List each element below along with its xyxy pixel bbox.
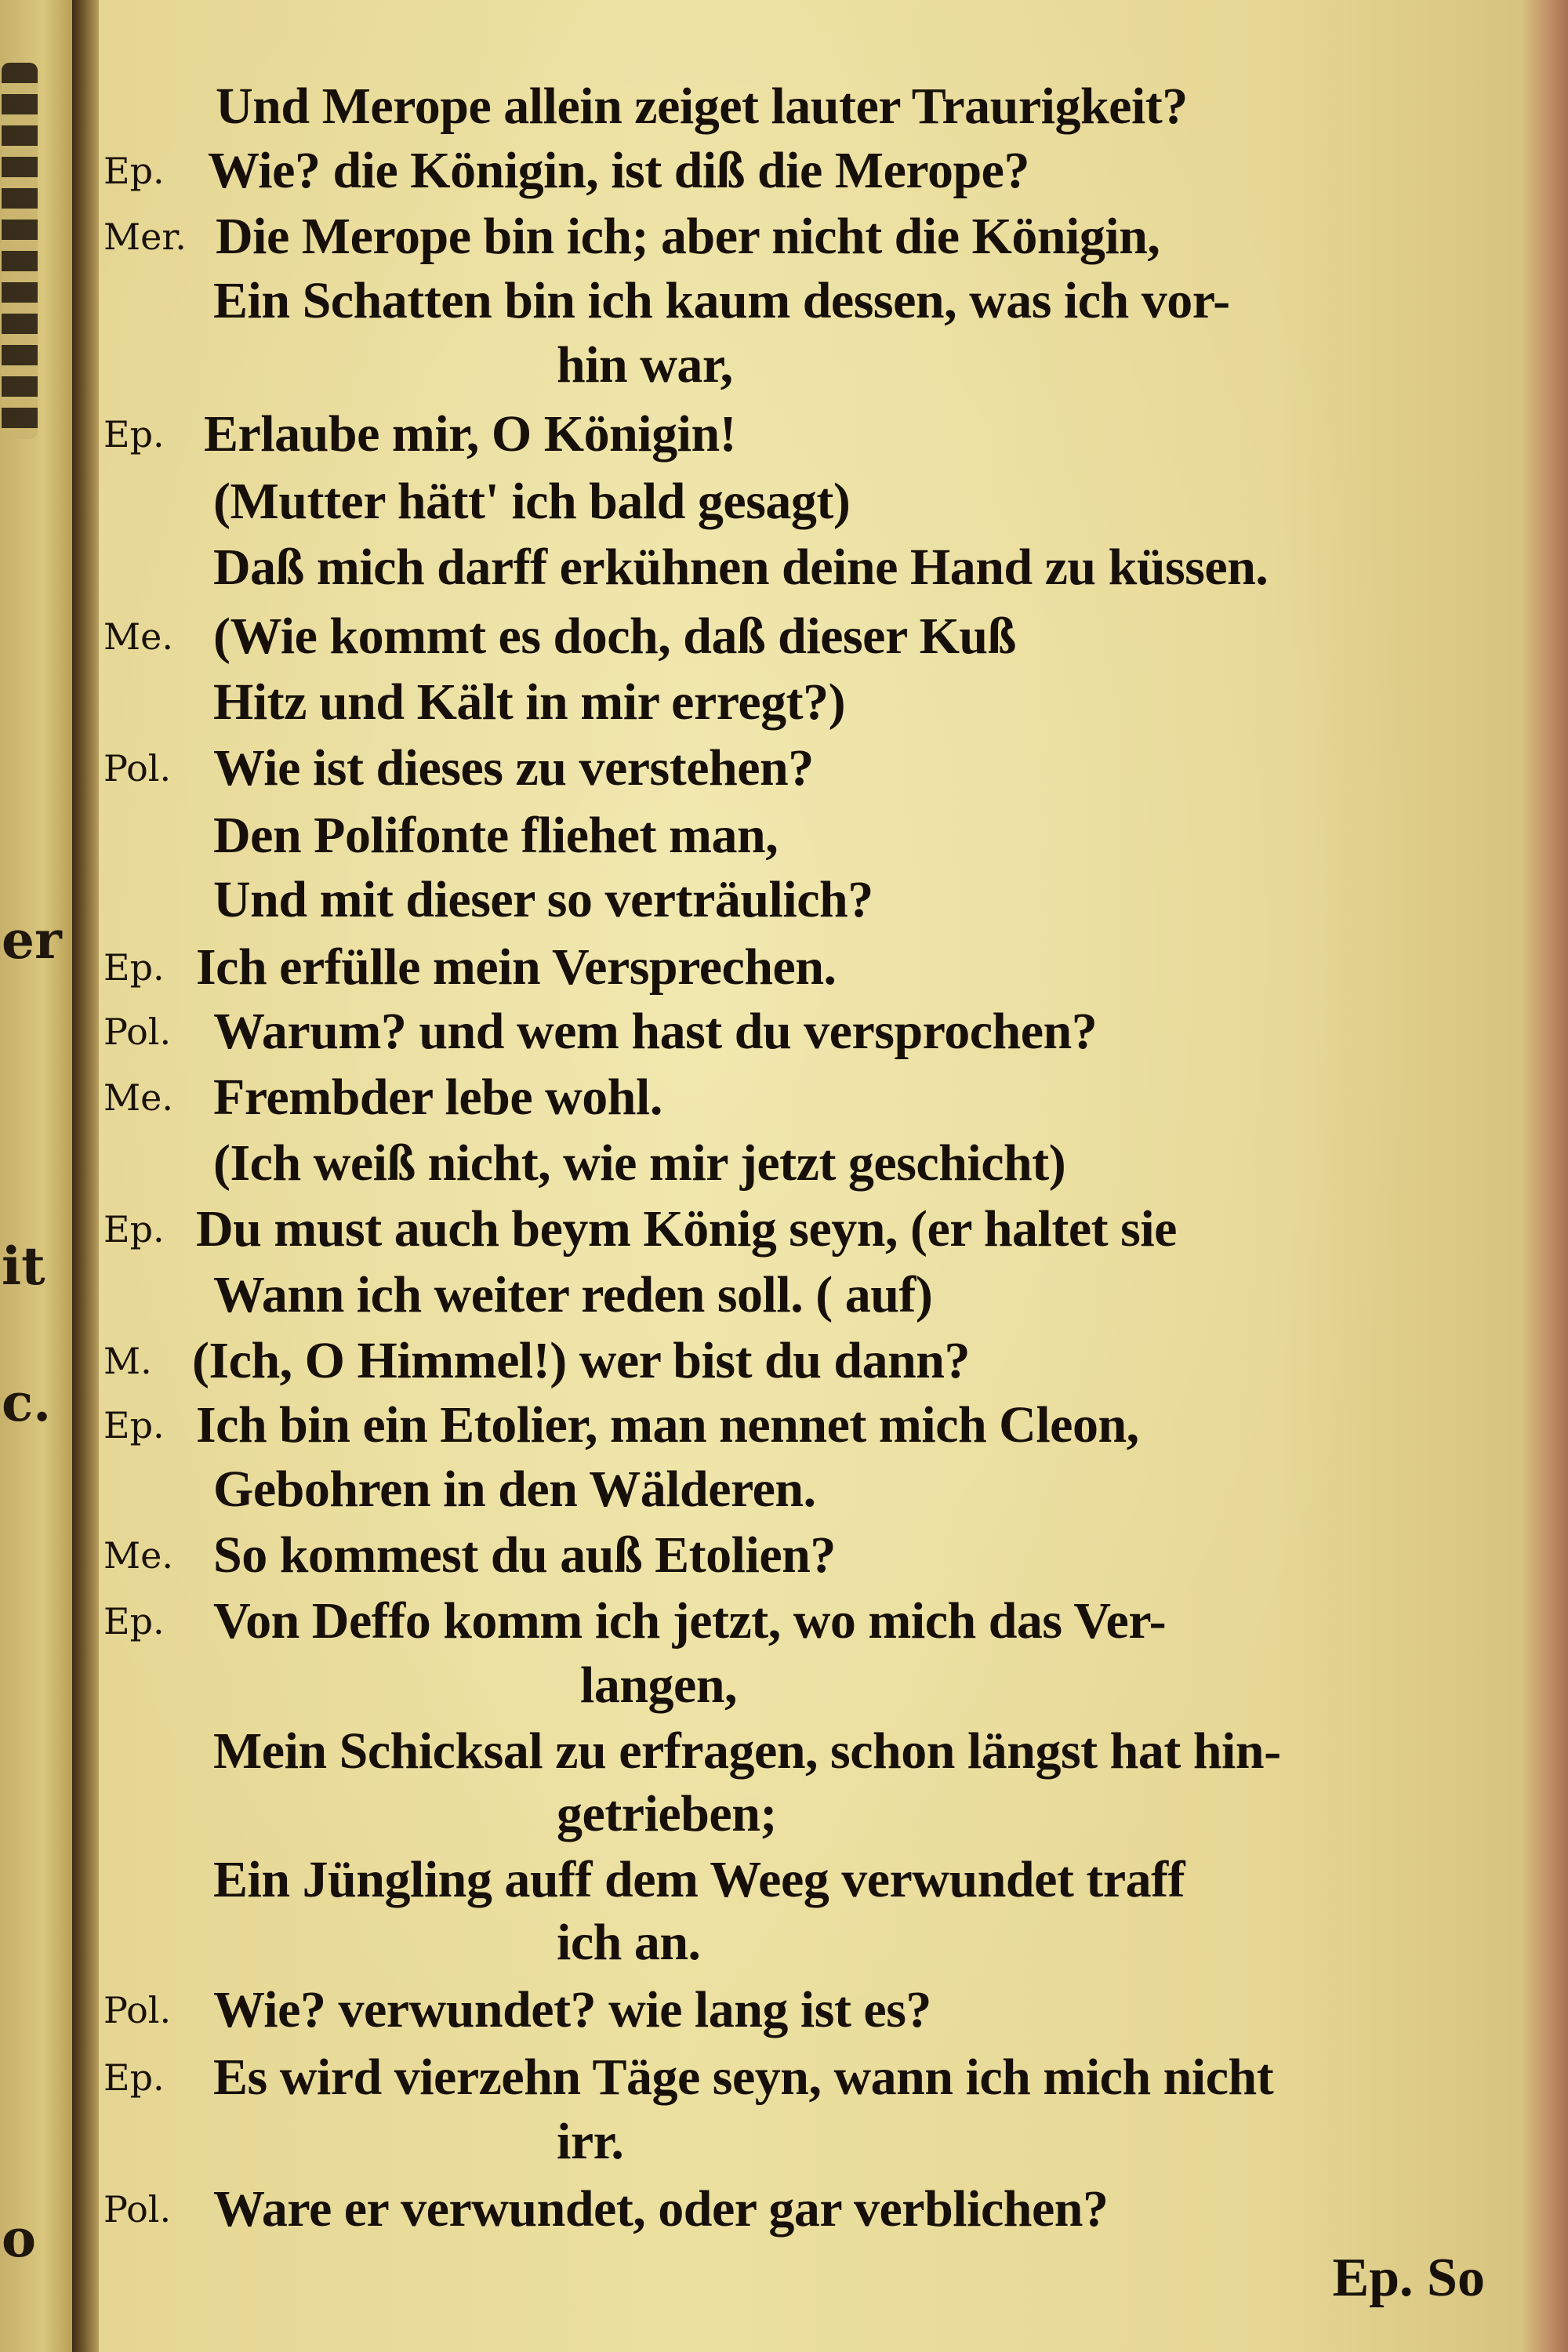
speaker-label: Pol. (103, 1989, 172, 2031)
speaker-label: Pol. (103, 747, 172, 789)
verse-line: Ich bin ein Etolier, man nennet mich Cleon, (196, 1396, 1139, 1454)
verse-line: Ein Jüngling auff dem Weeg verwundet traff (213, 1851, 1185, 1908)
verse-line: Wann ich weiter reden soll. ( auf) (213, 1266, 933, 1323)
verse-line: Ich erfülle mein Versprechen. (196, 938, 837, 996)
speaker-label: Ep. (103, 1600, 165, 1642)
verse-line: (Wie kommt es doch, daß dieser Kuß (213, 608, 1016, 665)
text-line (99, 933, 1568, 1002)
text-line (99, 1521, 1568, 1590)
text-line (99, 1391, 1568, 1460)
verse-line: Es wird vierzehn Täge seyn, wann ich mich nicht (213, 2049, 1274, 2106)
text-line (99, 533, 1568, 602)
left-page-edge (0, 0, 72, 2352)
text-line (99, 2107, 1568, 2176)
speaker-label: M. (103, 1340, 152, 1382)
speaker-label: Ep. (103, 413, 165, 456)
verse-line: Mein Schicksal zu erfragen, schon längst hat hin- (213, 1722, 1281, 1780)
text-line (99, 267, 1568, 336)
text-line (99, 866, 1568, 935)
text-line (99, 734, 1568, 803)
verse-line: So kommest du auß Etolien? (213, 1526, 836, 1584)
book-page (99, 0, 1568, 2352)
speaker-label: Ep. (103, 946, 165, 989)
ornament-border (2, 63, 38, 439)
text-line (99, 1327, 1568, 1396)
verse-line: hin war, (557, 336, 733, 394)
text-line (99, 602, 1568, 671)
speaker-label: Ep. (103, 2056, 165, 2099)
verse-text-block (99, 0, 1568, 2352)
verse-line: Und Merope allein zeiget lauter Traurigkeit? (216, 78, 1188, 135)
text-line (99, 801, 1568, 870)
speaker-label: Ep. (103, 1404, 165, 1446)
text-line (99, 331, 1568, 400)
verse-line: (Ich weiß nicht, wie mir jetzt geschicht) (213, 1134, 1066, 1192)
text-line (99, 668, 1568, 737)
left-page-fragment: er (2, 909, 62, 971)
text-line (99, 1261, 1568, 1330)
text-line (99, 1455, 1568, 1524)
verse-line: Frembder lebe wohl. (213, 1069, 662, 1126)
speaker-label: Pol. (103, 1011, 172, 1053)
verse-line: Gebohren in den Wälderen. (213, 1461, 816, 1518)
verse-line: Die Merope bin ich; aber nicht die Königin, (216, 208, 1160, 265)
verse-line: (Ich, O Himmel!) wer bist du dann? (192, 1332, 971, 1389)
verse-line: getrieben; (557, 1785, 777, 1842)
verse-line: Erlaube mir, O Königin! (204, 405, 737, 463)
speaker-label: Me. (103, 615, 173, 658)
text-line (99, 1195, 1568, 1264)
speaker-label: Pol. (103, 2188, 172, 2230)
left-page-fragment: it (2, 1236, 45, 1297)
text-line (99, 136, 1568, 205)
text-line (99, 202, 1568, 271)
text-line (99, 1129, 1568, 1198)
verse-line: Den Polifonte fliehet man, (213, 807, 779, 864)
verse-line: Hitz und Kält in mir erregt?) (213, 673, 846, 731)
speaker-label: Mer. (103, 216, 187, 258)
text-line (99, 1780, 1568, 1849)
verse-line: langen, (580, 1657, 738, 1714)
speaker-label: Me. (103, 1076, 173, 1119)
text-line (99, 2175, 1568, 2244)
text-line (99, 467, 1568, 536)
speaker-label: Ep. (103, 1208, 165, 1250)
text-line (99, 997, 1568, 1066)
verse-line: irr. (557, 2113, 624, 2170)
verse-line: Ein Schatten bin ich kaum dessen, was ich vor- (213, 272, 1230, 329)
verse-line: Und mit dieser so verträulich? (213, 871, 873, 928)
text-line (99, 1908, 1568, 1977)
verse-line: Wie? die Königin, ist diß die Merope? (208, 142, 1029, 199)
text-line (99, 400, 1568, 469)
verse-line: Ware er verwundet, oder gar verblichen? (213, 2180, 1109, 2238)
text-line (99, 1587, 1568, 1656)
verse-line: Du must auch beym König seyn, (er haltet sie (196, 1200, 1177, 1258)
text-line (99, 1846, 1568, 1915)
catchword: Ep. So (1332, 2248, 1485, 2308)
verse-line: Von Deffo komm ich jetzt, wo mich das Ver- (213, 1592, 1167, 1650)
text-line (99, 1063, 1568, 1132)
verse-line: ich an. (557, 1914, 701, 1971)
text-line (99, 1651, 1568, 1720)
text-line (99, 1976, 1568, 2045)
left-page-fragment: c. (2, 1372, 52, 1433)
text-line (99, 1717, 1568, 1786)
book-gutter (72, 0, 99, 2352)
speaker-label: Me. (103, 1534, 173, 1577)
text-line (99, 2043, 1568, 2112)
verse-line: Wie? verwundet? wie lang ist es? (213, 1981, 931, 2038)
verse-line: Wie ist dieses zu verstehen? (213, 739, 814, 797)
left-page-fragment: o (2, 2208, 37, 2269)
verse-line: Daß mich darff erkühnen deine Hand zu küssen. (213, 539, 1269, 596)
text-line (99, 72, 1568, 141)
verse-line: Warum? und wem hast du versprochen? (213, 1003, 1098, 1060)
speaker-label: Ep. (103, 150, 165, 192)
verse-line: (Mutter hätt' ich bald gesagt) (213, 473, 851, 530)
